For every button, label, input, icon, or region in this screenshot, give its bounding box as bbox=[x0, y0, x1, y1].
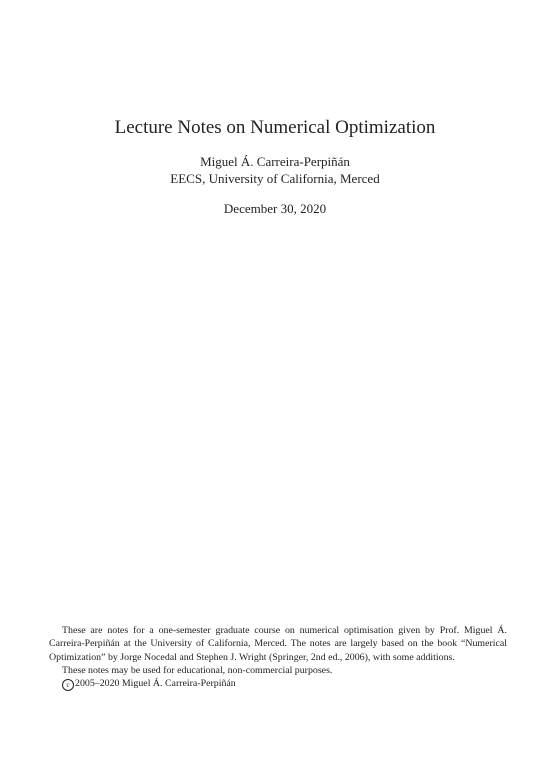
usage-note: These notes may be used for educational, non-commercial purposes. bbox=[62, 664, 333, 676]
author-name: Miguel Á. Carreira-Perpiñán bbox=[200, 154, 350, 169]
title-block bbox=[0, 116, 550, 217]
copyright-text: 2005–2020 Miguel Á. Carreira-Perpiñán bbox=[75, 678, 236, 690]
document-title: Lecture Notes on Numerical Optimization bbox=[114, 117, 436, 138]
author-affiliation: EECS, University of California, Merced bbox=[170, 171, 380, 186]
course-description: These are notes for a one-semester graduate course on numerical optimisation given by Prof. Miguel Á. Carreira-Perpiñán at the University of California, Merced. The notes are largely based on the book “Numerical Optimization” by Jorge Nocedal and Stephen J. Wright (Springer, 2nd ed., 2006), with some additions. bbox=[49, 625, 507, 663]
copyright-icon: c bbox=[62, 679, 74, 691]
document-date: December 30, 2020 bbox=[223, 201, 327, 216]
copyright-line bbox=[49, 677, 507, 691]
front-matter-notes bbox=[49, 624, 507, 691]
